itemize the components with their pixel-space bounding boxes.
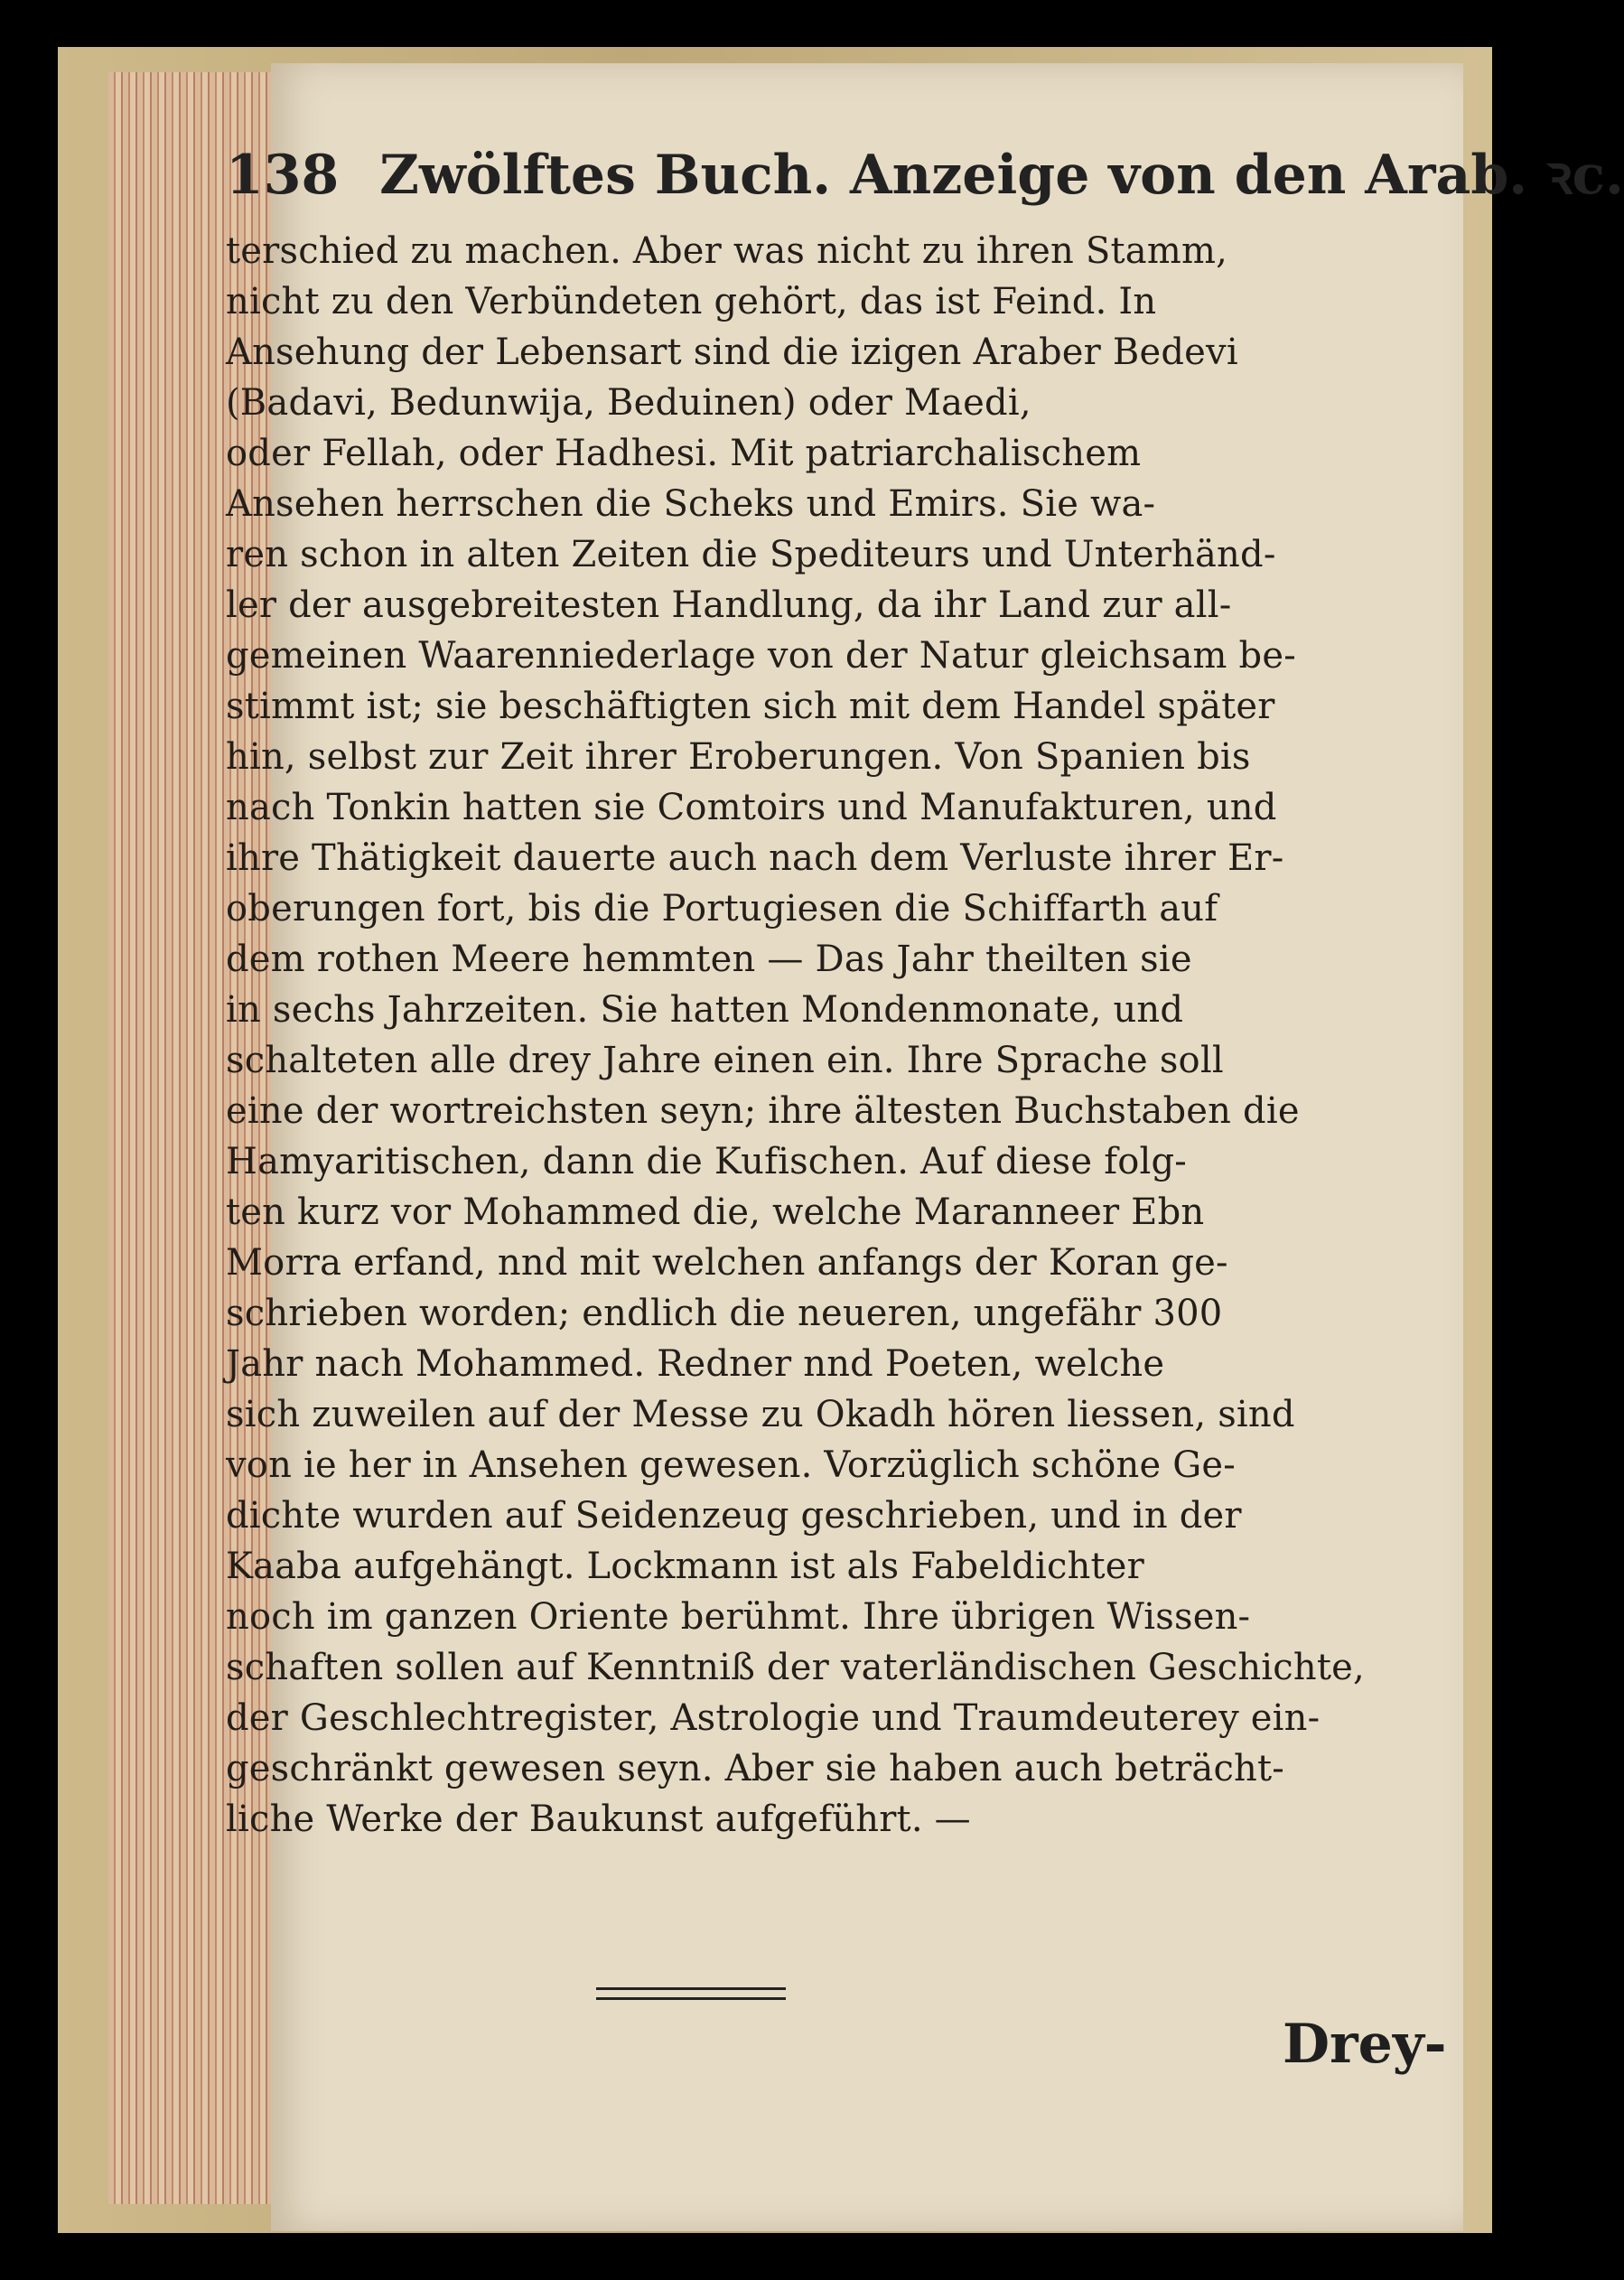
text-line: terschied zu machen. Aber was nicht zu ihren Stamm,: [226, 230, 1228, 272]
text-line: Ansehung der Lebensart sind die izigen Araber Bedevi: [226, 332, 1238, 373]
text-line: Kaaba aufgehängt. Lockmann ist als Fabeldichter: [226, 1546, 1144, 1587]
text-line: sich zuweilen auf der Messe zu Okadh hören liessen, sind: [226, 1394, 1295, 1435]
text-line: schalteten alle drey Jahre einen ein. Ihre Sprache soll: [226, 1040, 1224, 1081]
text-line: Morra erfand, nnd mit welchen anfangs der Koran ge-: [226, 1242, 1228, 1284]
text-line: Ansehen herrschen die Scheks und Emirs. Sie wa-: [226, 483, 1156, 525]
running-title: Zwölftes Buch. Anzeige von den Arab. ꝛc.: [379, 144, 1624, 207]
text-line: liche Werke der Baukunst aufgeführt. —: [226, 1799, 971, 1840]
text-line: schaften sollen auf Kenntniß der vaterländischen Geschichte,: [226, 1647, 1365, 1688]
text-line: in sechs Jahrzeiten. Sie hatten Mondenmonate, und: [226, 989, 1184, 1031]
text-line: Jahr nach Mohammed. Redner nnd Poeten, welche: [226, 1343, 1165, 1385]
text-line: ren schon in alten Zeiten die Spediteurs und Unterhänd-: [226, 534, 1276, 575]
text-line: geschränkt gewesen seyn. Aber sie haben auch beträcht-: [226, 1748, 1285, 1789]
text-line: hin, selbst zur Zeit ihrer Eroberungen. Von Spanien bis: [226, 736, 1251, 778]
text-line: eine der wortreichsten seyn; ihre ältesten Buchstaben die: [226, 1090, 1300, 1132]
catchword: Drey-: [1283, 2013, 1447, 2076]
text-line: Hamyaritischen, dann die Kufischen. Auf diese folg-: [226, 1141, 1187, 1182]
text-line: ten kurz vor Mohammed die, welche Maranneer Ebn: [226, 1191, 1205, 1233]
text-line: der Geschlechtregister, Astrologie und Traumdeuterey ein-: [226, 1697, 1321, 1739]
text-line: stimmt ist; sie beschäftigten sich mit dem Handel später: [226, 686, 1275, 727]
text-line: gemeinen Waarenniederlage von der Natur gleichsam be-: [226, 635, 1296, 677]
text-line: dichte wurden auf Seidenzeug geschrieben, und in der: [226, 1495, 1242, 1537]
text-line: ler der ausgebreitesten Handlung, da ihr Land zur all-: [226, 584, 1232, 626]
text-line: noch im ganzen Oriente berühmt. Ihre übrigen Wissen-: [226, 1596, 1251, 1638]
page-header: [226, 135, 1624, 210]
page-number: 138: [226, 144, 340, 207]
text-line: nach Tonkin hatten sie Comtoirs und Manufakturen, und: [226, 787, 1277, 828]
section-rule: [596, 1987, 786, 2000]
text-line: dem rothen Meere hemmten — Das Jahr theilten sie: [226, 939, 1192, 980]
text-line: ihre Thätigkeit dauerte auch nach dem Verluste ihrer Er-: [226, 837, 1284, 879]
page-body: [226, 226, 1400, 1845]
text-line: schrieben worden; endlich die neueren, ungefähr 300: [226, 1293, 1223, 1334]
text-line: oder Fellah, oder Hadhesi. Mit patriarchalischem: [226, 433, 1142, 474]
text-line: oberungen fort, bis die Portugiesen die Schiffarth auf: [226, 888, 1218, 930]
text-line: (Badavi, Bedunwija, Beduinen) oder Maedi,: [226, 382, 1031, 424]
text-line: nicht zu den Verbündeten gehört, das ist Feind. In: [226, 281, 1157, 322]
text-line: von ie her in Ansehen gewesen. Vorzüglich schöne Ge-: [226, 1444, 1236, 1486]
